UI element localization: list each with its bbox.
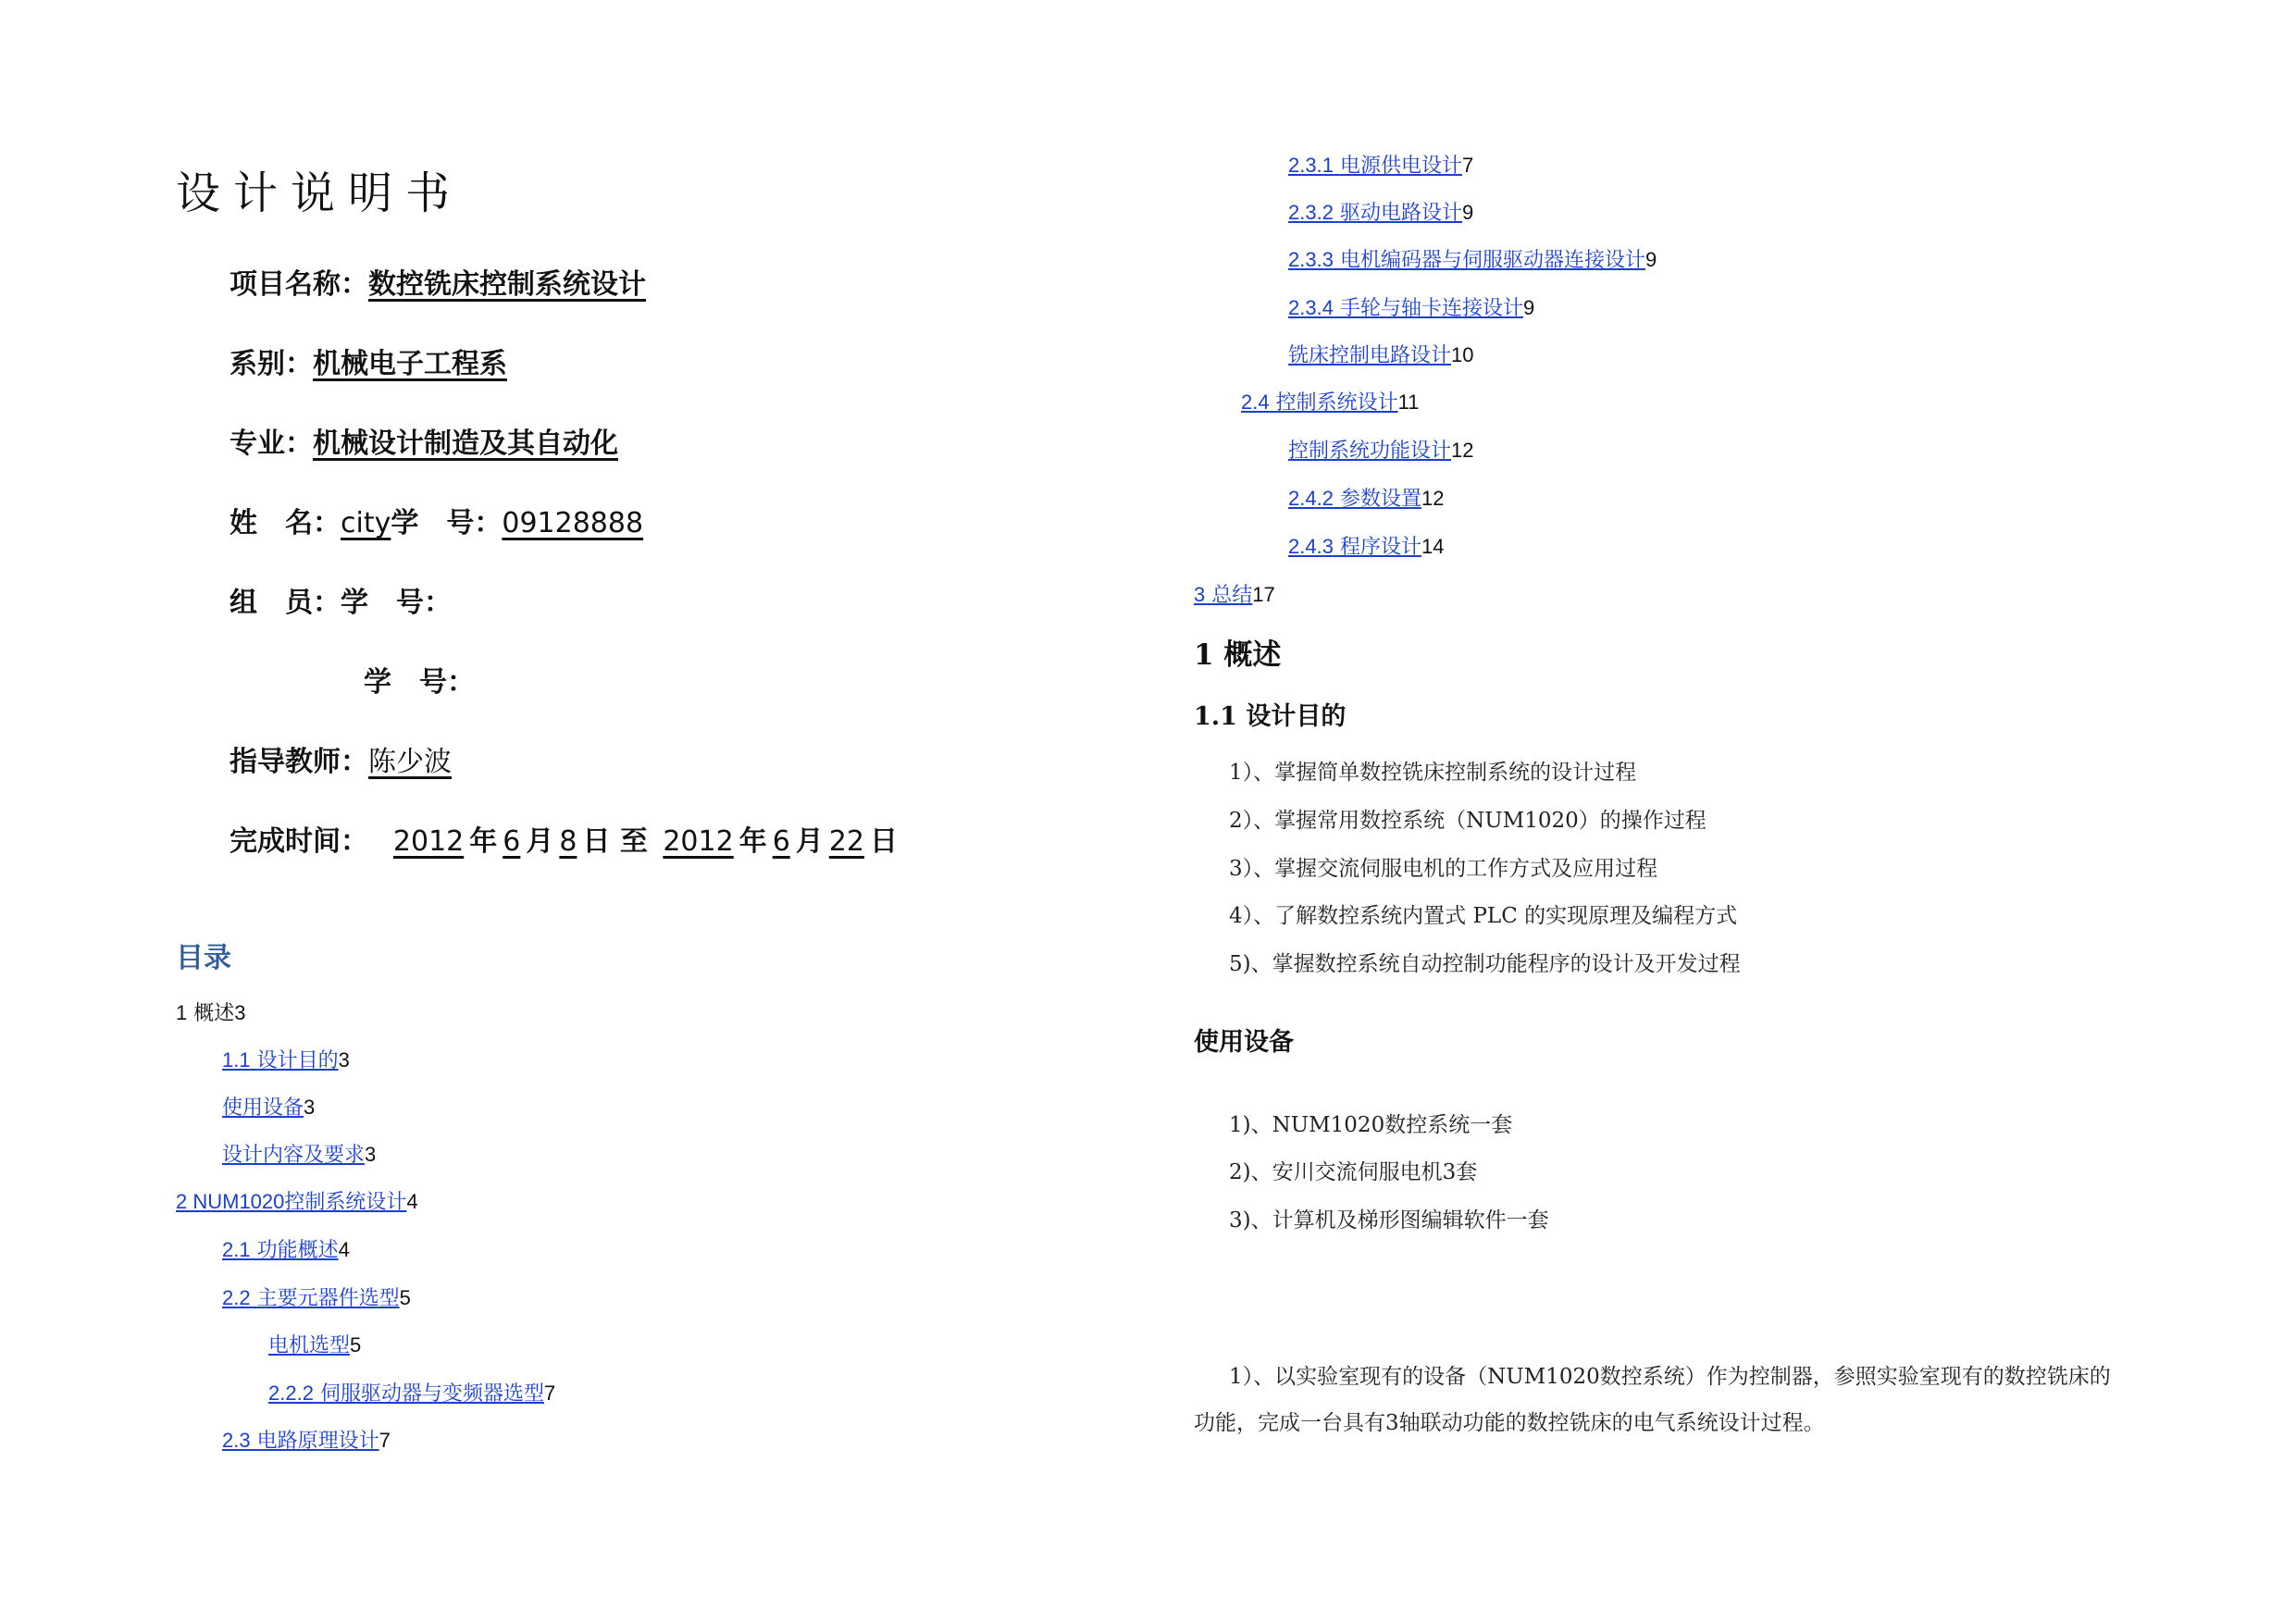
toc-item[interactable]: 2.3.4 手轮与轴卡连接设计9 bbox=[1288, 296, 1535, 320]
goal-item: 2）、掌握常用数控系统（NUM1020）的操作过程 bbox=[1229, 809, 1706, 833]
equipment-heading: 使用设备 bbox=[1194, 1028, 1294, 1057]
equipment-item: 1)、NUM1020数控系统一套 bbox=[1229, 1113, 1513, 1137]
project-name-row bbox=[230, 261, 646, 302]
toc-link[interactable]: 2.3.2 驱动电路设计 bbox=[1288, 201, 1462, 225]
end-year: 2012 bbox=[663, 825, 734, 858]
toc-item[interactable]: 2.3.2 驱动电路设计9 bbox=[1288, 201, 1474, 225]
toc-link[interactable]: 2.4.3 程序设计 bbox=[1288, 535, 1421, 559]
toc-item[interactable]: 2.2 主要元器件选型5 bbox=[222, 1286, 411, 1310]
toc-link[interactable]: 使用设备 bbox=[222, 1096, 304, 1120]
toc-link[interactable]: 2.3.3 电机编码器与伺服驱动器连接设计 bbox=[1288, 248, 1645, 272]
toc-item[interactable]: 2.4.3 程序设计14 bbox=[1288, 535, 1445, 559]
document-title: 设计说明书 bbox=[176, 167, 464, 219]
goal-item: 3）、掌握交流伺服电机的工作方式及应用过程 bbox=[1229, 857, 1658, 881]
start-year: 2012 bbox=[392, 825, 465, 858]
toc-item[interactable]: 控制系统功能设计12 bbox=[1288, 439, 1474, 463]
year-char: 年 bbox=[469, 825, 498, 858]
toc-link[interactable]: 2.4 控制系统设计 bbox=[1241, 390, 1398, 415]
teacher-label: 指导教师： bbox=[230, 746, 368, 778]
toc-link[interactable]: 2.2 主要元器件选型 bbox=[222, 1286, 400, 1310]
toc-item[interactable]: 1.1 设计目的3 bbox=[222, 1048, 350, 1072]
name-value: city bbox=[341, 507, 391, 539]
end-month: 6 bbox=[772, 825, 790, 858]
toc-link[interactable]: 2.3.1 电源供电设计 bbox=[1288, 154, 1462, 178]
toc-link[interactable]: 控制系统功能设计 bbox=[1288, 440, 1452, 463]
toc-item[interactable]: 2.2.2 伺服驱动器与变频器选型7 bbox=[268, 1381, 556, 1406]
toc-link[interactable]: 电机选型 bbox=[268, 1334, 351, 1357]
student-id-label: 学 号： bbox=[391, 507, 503, 539]
toc-link[interactable]: 2.1 功能概述 bbox=[222, 1238, 339, 1262]
toc-item[interactable]: 3 总结17 bbox=[1194, 583, 1275, 607]
department-row bbox=[230, 341, 507, 381]
name-row bbox=[230, 500, 643, 540]
day-char: 日 bbox=[869, 825, 898, 858]
department-value: 机械电子工程系 bbox=[313, 348, 507, 380]
project-name-label: 项目名称： bbox=[230, 268, 368, 301]
student-id-value: 09128888 bbox=[502, 507, 644, 539]
month-char: 月 bbox=[526, 825, 554, 858]
toc-link[interactable]: 2.3 电路原理设计 bbox=[222, 1429, 379, 1453]
equipment-item: 3)、计算机及梯形图编辑软件一套 bbox=[1229, 1208, 1549, 1233]
teacher-row bbox=[230, 738, 452, 779]
toc-item[interactable]: 2.3 电路原理设计7 bbox=[222, 1429, 391, 1453]
start-month: 6 bbox=[503, 825, 521, 858]
goal-item: 4）、了解数控系统内置式 PLC 的实现原理及编程方式 bbox=[1229, 904, 1738, 928]
major-value: 机械设计制造及其自动化 bbox=[313, 427, 618, 460]
start-day: 8 bbox=[559, 825, 577, 858]
section-heading: 1 概述 bbox=[1194, 638, 1282, 672]
name-label: 姓 名： bbox=[230, 507, 341, 539]
toc-item[interactable]: 设计内容及要求3 bbox=[222, 1143, 377, 1167]
toc-link[interactable]: 3 总结 bbox=[1194, 583, 1253, 607]
toc-link[interactable]: 铣床控制电路设计 bbox=[1288, 344, 1452, 367]
toc-link[interactable]: 1.1 设计目的 bbox=[222, 1048, 339, 1072]
toc-item[interactable]: 电机选型5 bbox=[268, 1333, 362, 1357]
group-row: 组 员：学 号： bbox=[230, 587, 452, 619]
goal-item: 5)、掌握数控系统自动控制功能程序的设计及开发过程 bbox=[1229, 952, 1741, 976]
toc-link[interactable]: 设计内容及要求 bbox=[222, 1144, 366, 1167]
toc-item[interactable]: 2.4.2 参数设置12 bbox=[1288, 487, 1445, 511]
to-char: 至 bbox=[619, 825, 648, 858]
day-char: 日 bbox=[582, 825, 611, 858]
major-row bbox=[230, 420, 618, 461]
student-id-2-label: 学 号： bbox=[364, 666, 475, 699]
equipment-item: 2)、安川交流伺服电机3套 bbox=[1229, 1160, 1478, 1184]
toc-link[interactable]: 2.2.2 伺服驱动器与变频器选型 bbox=[268, 1381, 544, 1406]
end-day: 22 bbox=[828, 825, 864, 858]
toc-item[interactable]: 2.3.1 电源供电设计7 bbox=[1288, 154, 1474, 178]
completion-time-row bbox=[230, 818, 898, 859]
subsection-heading: 1.1 设计目的 bbox=[1194, 702, 1347, 731]
toc-item[interactable]: 2.3.3 电机编码器与伺服驱动器连接设计9 bbox=[1288, 248, 1657, 272]
year-char: 年 bbox=[738, 825, 767, 858]
goal-item: 1）、掌握简单数控铣床控制系统的设计过程 bbox=[1229, 761, 1637, 785]
requirement-paragraph: 1）、以实验室现有的设备（NUM1020数控系统）作为控制器，参照实验室现有的数控铣床的功能，完成一台具有3轴联动功能的数控铣床的电气系统设计过程。 bbox=[1194, 1365, 2111, 1435]
toc-item[interactable]: 铣床控制电路设计10 bbox=[1288, 343, 1474, 367]
teacher-value: 陈少波 bbox=[368, 746, 452, 778]
department-label: 系别： bbox=[230, 348, 313, 380]
toc-link[interactable]: 2.3.4 手轮与轴卡连接设计 bbox=[1288, 296, 1523, 320]
toc-link[interactable]: 2.4.2 参数设置 bbox=[1288, 487, 1421, 511]
toc-item[interactable]: 2.4 控制系统设计11 bbox=[1241, 390, 1420, 415]
toc-item[interactable]: 2 NUM1020控制系统设计4 bbox=[176, 1190, 418, 1214]
month-char: 月 bbox=[795, 825, 824, 858]
completion-time-label: 完成时间： bbox=[230, 825, 368, 858]
toc-heading: 目录 bbox=[176, 942, 231, 974]
toc-item[interactable]: 使用设备3 bbox=[222, 1096, 316, 1120]
toc-item[interactable]: 2.1 功能概述4 bbox=[222, 1238, 350, 1262]
toc-item: 1 概述3 bbox=[176, 1001, 246, 1025]
major-label: 专业： bbox=[230, 427, 313, 460]
toc-link[interactable]: 2 NUM1020控制系统设计 bbox=[176, 1190, 407, 1214]
project-name-value: 数控铣床控制系统设计 bbox=[368, 268, 646, 301]
